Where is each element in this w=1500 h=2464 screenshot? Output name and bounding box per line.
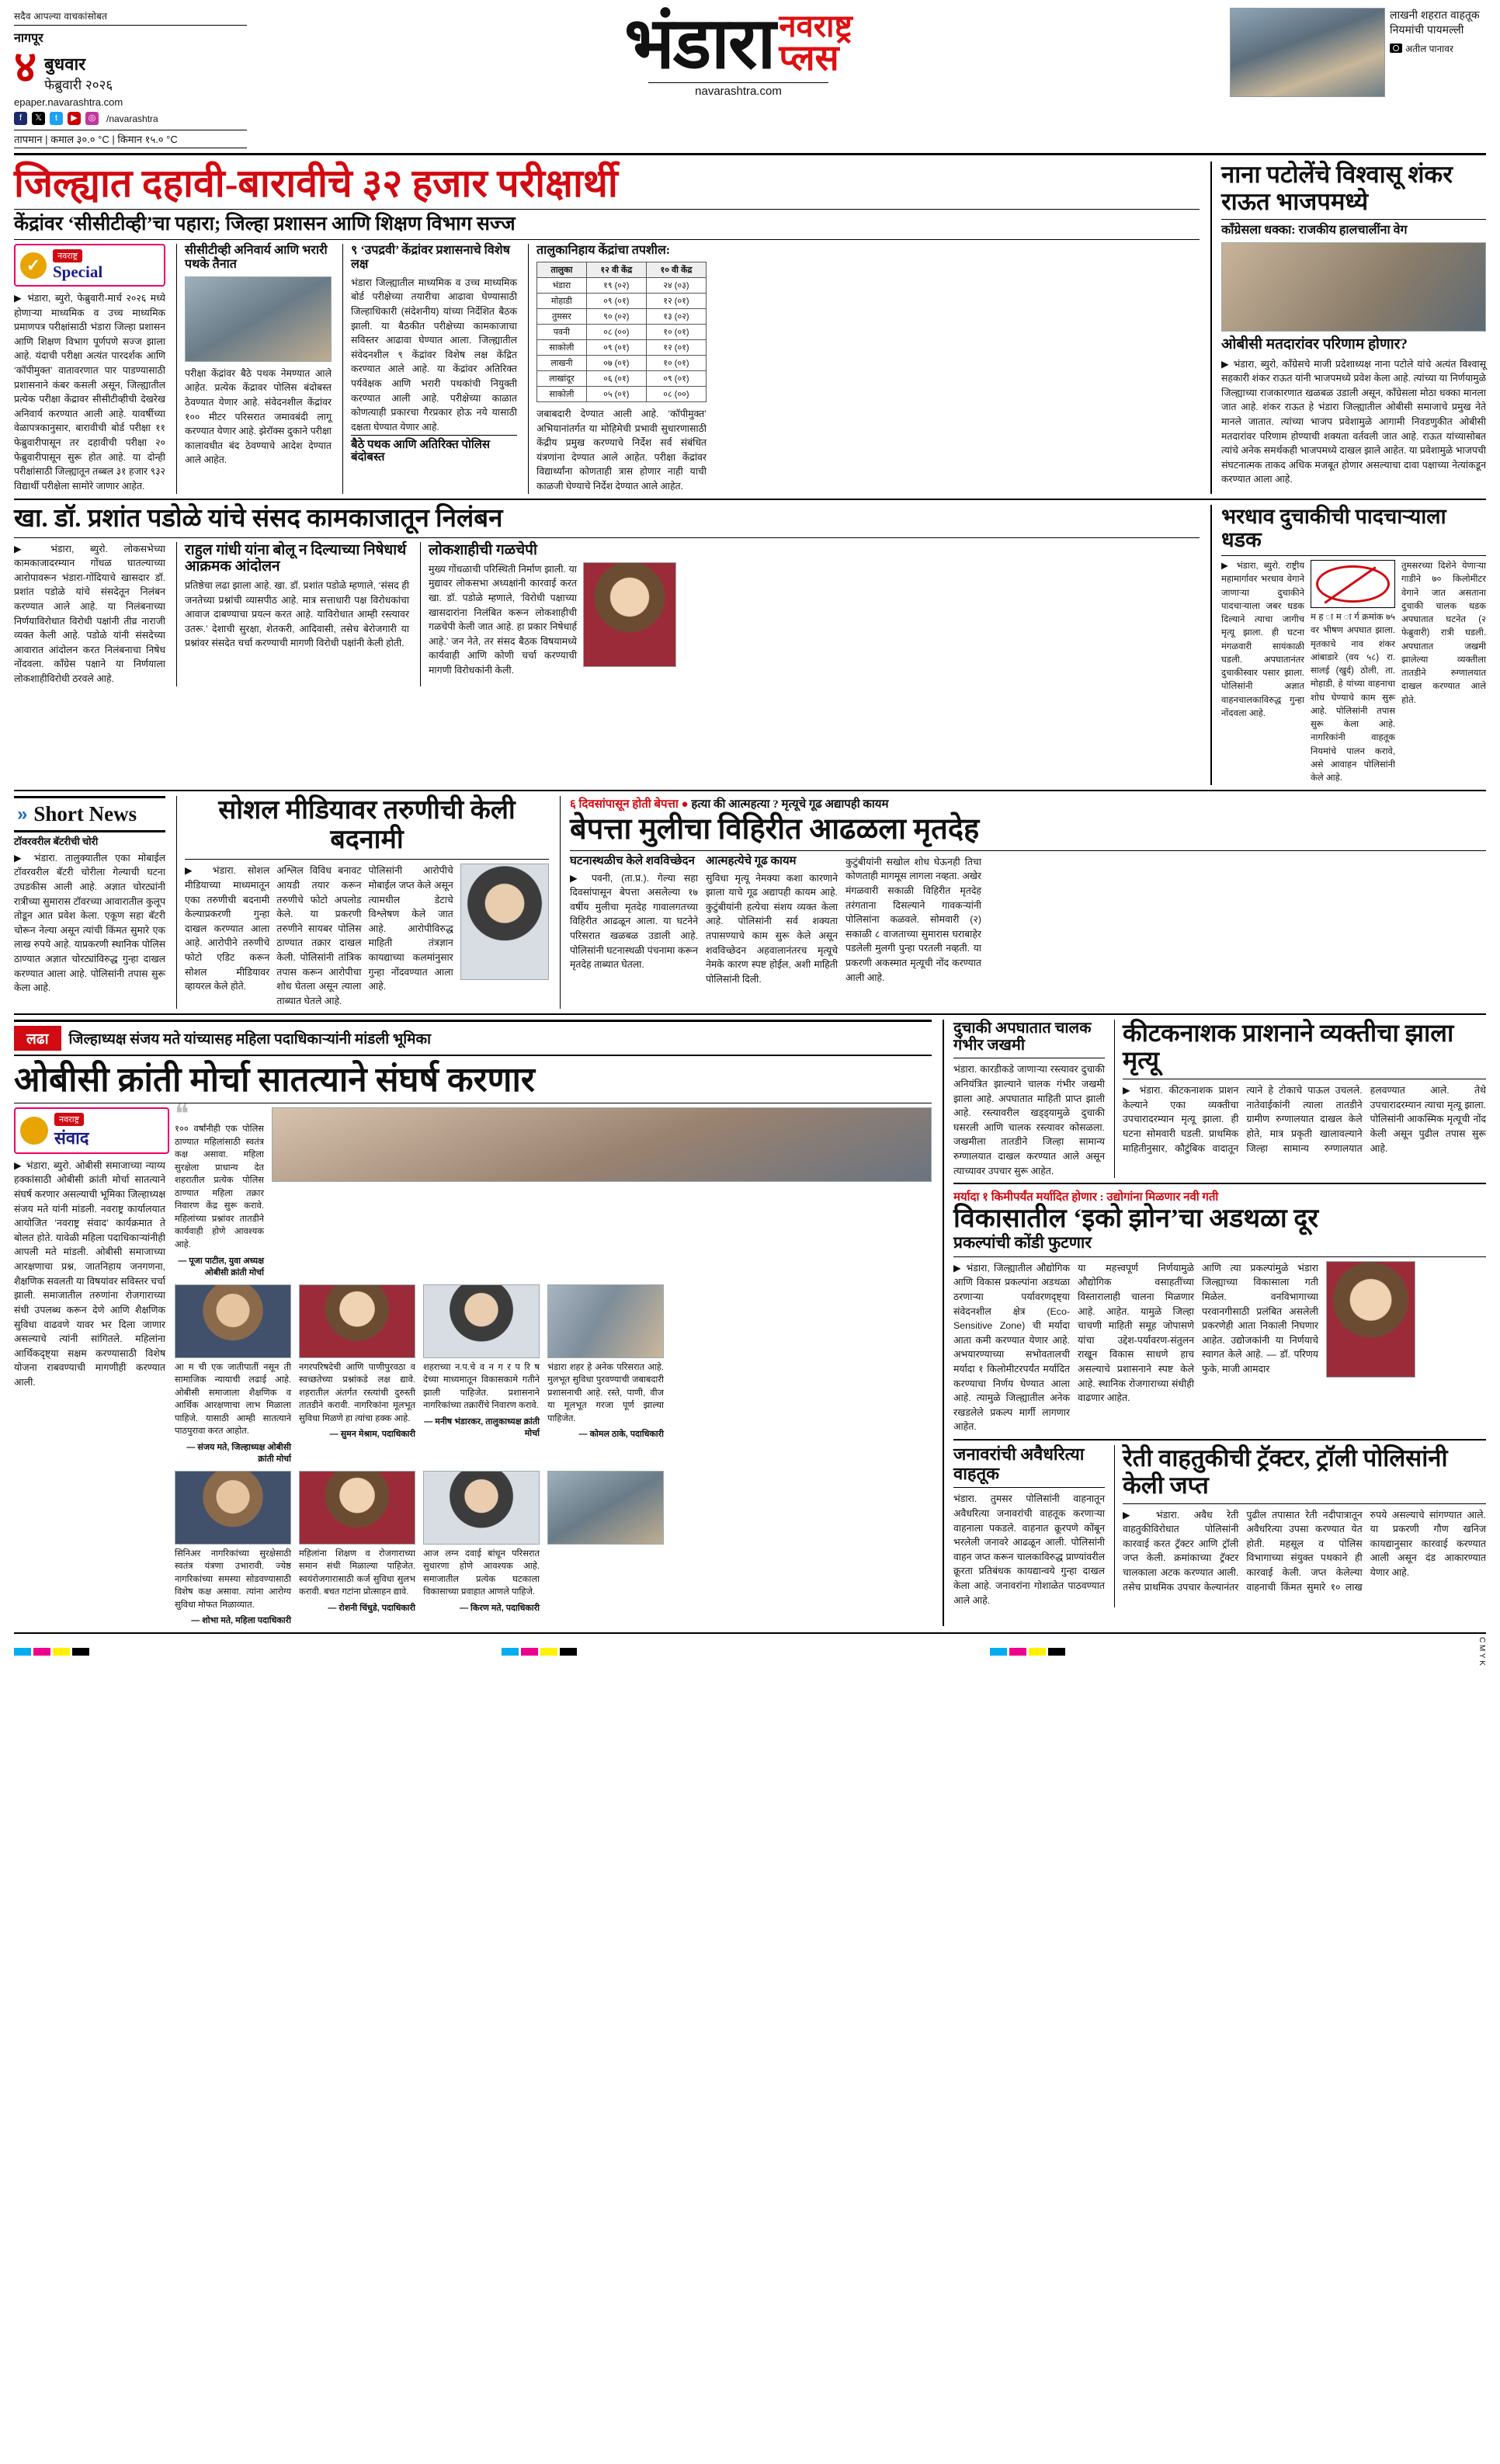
lead-col-4 [528, 244, 707, 494]
missing-girl-story [560, 796, 1486, 1008]
ecozone-col2: या महत्त्वपूर्ण निर्णयामुळे औद्योगिक वसाहतींच्या विस्तारालाही चालना मिळणार आहे. आहेत. यामुळे जिल्हा चाचणी माहिती समूह जोपासणे यांचा उद्देश-पर्यावरण-संतुलन राखून विकास साधणे हाच असल्याचे प्रशासनाने स्पष्ट केले आहे. स्थानिक रोजगाराच्या संधीही वाढणार आहेत. [1078, 1262, 1194, 1404]
masthead-photo-credit: अतील पानावर [1390, 42, 1483, 55]
table-cell: लाखनी [537, 355, 587, 370]
lead-headline: जिल्ह्यात दहावी-बारावीचे ३२ हजार परीक्षार्थी [14, 162, 618, 205]
color-swatch [1048, 1648, 1065, 1656]
social-col2: अश्लिल विविध बनावट आयडी तयार करून तरुणीचे फोटो अपलोड केले. या प्रकरणी तरुणीने सायबर पोलिस ठाण्यात तक्रार दाखल केली. पोलिसांनी तांत्रिक तपास करून आरोपीचा शोध घेतला असून त्याला ताब्यात घेतले आहे. [276, 865, 362, 1006]
obc-body: ▶ भंडारा, ब्युरो. ओबीसी समाजाच्या न्याय्य हक्कांसाठी ओबीसी क्रांती मोर्चा सातत्याने संघर्ष करणार असल्याची भूमिका जिल्हाध्यक्ष संजय मते यांनी मांडली. नवराष्ट्र कार्यालयात आयोजित ‘नवराष्ट्र संवाद’ कार्यक्रमात ते बोलत होते. यावेळी महिला पदाधिकाऱ्यांनीही आपली मते मांडली. ओबीसी समाजाच्या आरक्षणाचा प्रश्न, जातनिहाय जनगणना, शैक्षणिक सवलती या विषयांवर सविस्तर चर्चा झाली. समाजातील तरुणांना रोजगाराच्या संधी उपलब्ध करून देणे आणि शैक्षणिक सुविधा वाढवणे यावर भर दिला जाणार असल्याचे त्यांनी सांगितले. महिलांना आर्थिकदृष्ट्या सक्षम करण्यासाठी विशेष योजना राबवण्याची मागणीही करण्यात आली. [14, 1159, 165, 1388]
table-cell: ९० (०२) [586, 308, 646, 324]
obc-quote-6: भंडारा शहर हे अनेक परिसरात आहे. मुलभूत सुविधा पुरवण्याची जबाबदारी प्रशासनाची आहे. रस्ते, पाणी, वीज या मूलभूत गरजा पूर्ण झाल्या पाहिजेत. — कोमल ठाके, पदाधिकारी [547, 1284, 664, 1465]
missing-col1: घटनास्थळीच केले शवविच्छेदन ▶ पवनी, (ता.प्र.). गेल्या सहा दिवसांपासून बेपत्ता असलेल्या १७ वर्षीय मुलीचा मृतदेह गावालगतच्या विहिरीत आढळून आला. या घटनेने परिसरात खळबळ उडाली आहे. पोलिसांनी घटनास्थळी पंचनामा करून मृतदेह ताब्यात घेतला. [570, 854, 698, 971]
lead-col2-extra: परीक्षा केंद्रांवर बैठे पथक नेमण्यात आले आहेत. प्रत्येक केंद्रावर पोलिस बंदोबस्त ठेवण्यात येणार आहे. संवेदनशील केंद्रांवर १०० मीटर परिसरात जमावबंदी लागू करण्यात येणार आहे. झेरॉक्स दुकाने परीक्षा कालावधीत बंद ठेवण्याचे आदेश देण्यात आले आहेत. [185, 367, 332, 466]
ecozone-portrait [1326, 1261, 1415, 1378]
table-cell: ०६ (०१) [586, 370, 646, 386]
table-cell: ०९ (०१) [646, 370, 706, 386]
table-row [537, 370, 707, 386]
table-row [537, 355, 707, 370]
lead-col2-body: भंडारा जिल्ह्यातील माध्यमिक व उच्च माध्यमिक बोर्ड परीक्षेच्या तयारीचा आढावा घेण्यासाठी जिल्हाधिकारी (संदेशनीय) यांच्या निर्देशित बैठक झाली. या बैठकीत परीक्षेच्या कामकाजाचा सविस्तर आढावा घेण्यात आला. जिल्ह्यातील संवेदनशील ९ केंद्रांवर विशेष लक्ष केंद्रित करण्यात आले आहे. या केंद्रांवर अतिरिक्त पर्यवेक्षक आणि भरारी पथकांची नियुक्ती करण्यात आली आहे. परीक्षेच्या काळात कोणत्याही प्रकारचा गैरप्रकार होऊ नये यासाठी दक्षता घेण्यात येणार आहे. [351, 276, 517, 433]
lead-col-1 [14, 244, 165, 494]
patole-subhead2: ओबीसी मतदारांवर परिणाम होणार? [1221, 336, 1408, 353]
website-url[interactable]: navarashtra.com [648, 82, 828, 98]
obc-quote-3: महिलांना शिक्षण व रोजगाराच्या समान संधी मिळाल्या पाहिजेत. स्वयंरोजगारासाठी कर्ज सुविधा सुलभ करावी. बचत गटांना प्रोत्साहन द्यावे. — रोशनी चिंधुडे, पदाधिकारी [299, 1471, 415, 1627]
dhadak-headline: भरधाव दुचाकीची पादचाऱ्याला धडक [1221, 504, 1446, 551]
obc-col1 [14, 1107, 165, 1627]
table-cell: १२ (०१) [646, 339, 706, 355]
logo-plus: प्लस [779, 38, 839, 78]
table-cell: ०८ (००) [586, 324, 646, 339]
table-row [537, 293, 707, 308]
badge-label-big: Special [53, 262, 103, 281]
short-news-item-title: टॉवरवरील बॅटरीची चोरी [14, 836, 99, 848]
samvad-badge [14, 1107, 169, 1154]
tractor-small-body: भंडारा. कारडीकडे जाणाऱ्या रस्त्यावर दुचाकी अनियंत्रित झाल्याने चालक गंभीर जखमी झाला आहे. अपघातात माहिती प्राप्त झाली आहे. रस्त्यावरील खड्ड्यामुळे दुचाकी घसरली आणि चालक रस्त्यावर कोसळला. जखमीला तातडीने जिल्हा सामान्य रुग्णालयात दाखल करण्यात आले असून त्याच्यावर उपचार सुरू आहेत. [953, 1064, 1105, 1176]
lead-col2-title: ९ ‘उपद्रवी’ केंद्रांवर प्रशासनाचे विशेष लक्ष [351, 244, 510, 271]
padole-story [14, 505, 1200, 786]
patole-headline: नाना पटोलेंचे विश्वासू शंकर राऊत भाजपमध्ये [1221, 161, 1453, 215]
bottom-right-row [953, 1445, 1486, 1607]
social-media-story [176, 796, 549, 1008]
temperature: तापमान | कमाल ३०.० °C | किमान १५.० °C [14, 130, 247, 148]
obc-portrait-7 [423, 1471, 540, 1545]
table-cell: मोहाडी [537, 293, 587, 308]
table-row [537, 324, 707, 339]
obc-quote-filler [547, 1471, 664, 1627]
table-header-cell: १२ वी केंद्र [586, 262, 646, 277]
pesticide-body: ▶ भंडारा. कीटकनाशक प्राशन केल्याने एका व्यक्तीचा उपचारादरम्यान मृत्यू झाला. ही घटना सोमवारी घडली. प्राथमिक माहितीनुसार, कौटुंबिक वादातून त्याने हे टोकाचे पाऊल उचलले. नातेवाईकांनी त्याला तातडीने ग्रामीण रुग्णालयात दाखल केले होते, मात्र प्रकृती खालावल्याने जिल्हा सामान्य रुग्णालयात हलवण्यात आले. तेथे उपचारादरम्यान त्याचा मृत्यू झाला. पोलिसांनी आकस्मिक मृत्यूची नोंद केली असून पुढील तपास सुरू आहे. [1123, 1085, 1486, 1154]
obc-quote-1: सिनिअर नागरिकांच्या सुरक्षेसाठी स्वतंत्र यंत्रणा उभारावी. ज्येष्ठ नागरिकांच्या समस्या सोडवण्यासाठी विशेष कक्ष असावा. त्यांना आरोग्य सुविधा मोफत मिळाव्यात. — शोभा मते, महिला पदाधिकारी [175, 1471, 291, 1627]
table-row [537, 386, 707, 401]
ecozone-kicker: मर्यादा १ किमीपर्यंत मर्यादित होणार : उद्योगांना मिळणार नवी गती [953, 1191, 1219, 1204]
ladha-text: जिल्हाध्यक्ष संजय मते यांच्यासह महिला पदाधिकाऱ्यांनी मांडली भूमिका [68, 1030, 432, 1048]
social-col3: पोलिसांनी आरोपीचे मोबाईल जप्त केले असून त्यामधील डेटाचे विश्लेषण केले जात आहे. आरोपीविरुद्ध माहिती तंत्रज्ञान कायद्याच्या कलमांनुसार गुन्हा नोंदवण्यात आला आहे. [368, 865, 453, 992]
ladha-tag: लढा [14, 1026, 61, 1051]
missing-kicker: ६ दिवसांपासून होती बेपत्ता ● हत्या की आत्महत्या ? मृत्यूचे गूढ अद्यापही कायम [570, 798, 889, 811]
padole-headline: खा. डॉ. प्रशांत पडोळे यांचे संसद कामकाजातून निलंबन [14, 504, 503, 533]
patole-sub: काँग्रेसला धक्का: राजकीय हालचालींना वेग [1221, 224, 1408, 238]
color-swatch [990, 1648, 1007, 1656]
colorbar-center [502, 1648, 577, 1656]
padole-col3-title: लोकशाहीची गळचेपी [429, 541, 537, 558]
padole-portrait [583, 562, 676, 667]
taluka-table [536, 262, 707, 402]
cattle-story [953, 1445, 1105, 1607]
table-row [537, 308, 707, 324]
table-cell: ०७ (०१) [586, 355, 646, 370]
sand-story [1114, 1445, 1486, 1607]
ecozone-headline: विकासातील ‘इको झोन’चा अडथळा दूर [953, 1204, 1319, 1234]
short-news-item-body: ▶ भंडारा. तालुक्यातील एका मोबाईल टॉवरवरील बॅटरी चोरीला गेल्याची घटना उघडकीस आली आहे. अज्ञात चोरट्यांनी रात्रीच्या सुमारास टॉवरच्या आवारातील कुलूप तोडून आत प्रवेश केला. एकूण सहा बॅटरी चोरून नेल्या असून त्यांची किंमत सुमारे एक लाख रुपये आहे. याप्रकरणी स्थानिक पोलिस ठाण्यात अज्ञात चोरट्यांविरुद्ध गुन्हा दाखल करण्यात आला आहे. पोलिसांनी तपास सुरू केला आहे. [14, 852, 165, 994]
lead-col2-subtitle: बैठे पथक आणि अतिरिक्त पोलिस बंदोबस्त [351, 435, 517, 465]
epaper-url[interactable]: epaper.navarashtra.com [14, 96, 123, 108]
obc-portrait-3 [299, 1471, 415, 1545]
lead-col3-body: जबाबदारी देण्यात आली आहे. ‘कॉपीमुक्त’ अभियानांतर्गत या मोहिमेची प्रभावी सुधारणासाठी केंद्रीय प्रमुख करण्याचे निर्देश सर्व संबंधित यंत्रणांना देण्यात आले आहेत. परीक्षा केंद्रांवर विद्यार्थ्यांना कोणताही त्रास होणार नाही याची काळजी घेण्याचे निर्देश देण्यात आले आहेत. [536, 408, 707, 492]
padole-col2-body: प्रतिष्ठेचा लढा झाला आहे. खा. डॉ. प्रशांत पडोळे म्हणाले, ‘संसद ही जनतेच्या प्रश्नांची व्यासपीठ आहे. मात्र सत्ताधारी पक्ष विरोधकांचा आवाज दाबण्याचा प्रयत्न करत आहे. याविरोधात आम्ही रस्त्यावर उतरू.’ देशाची सुरक्षा, शेतकरी, आदिवासी, तसेच बेरोजगारी या प्रश्नांवर संसदेत चर्चा करण्याची मागणी विरोधी पक्षांनी केली होती. [185, 580, 409, 649]
padole-col3-body: मुख्य गोंधळाची परिस्थिती निर्माण झाली. या मुद्यावर लोकसभा अध्यक्षांनी कारवाई करत खा. डॉ. पडोळे म्हणाले, ‘विरोधी पक्षाच्या खासदारांना निलंबित करून लोकशाहीची गळचेपी केली जात आहे. हा प्रकार निषेधार्ह आहे.’ जन नेते, तर संसद बैठक विषयामध्ये कार्यवाही आणि कोणी चर्चा करण्याची मागणी विरोधकांनी केली. [429, 563, 577, 676]
masthead-day-number: ४ [14, 42, 37, 91]
sand-headline: रेती वाहतुकीची ट्रॅक्टर, ट्रॉली पोलिसांनी केली जप्त [1123, 1444, 1448, 1499]
logo-title: भंडारा [624, 4, 775, 83]
table-header-cell: तालुका [537, 262, 587, 277]
padole-col3 [420, 542, 676, 686]
sand-body: ▶ भंडारा. अवैध रेती वाहतुकीविरोधात पोलिसांनी कारवाई करत ट्रॅक्टर आणि ट्रॉली जप्त केली. क्रमांकाच्या ट्रॅक्टर चालकाला अटक करण्यात आली. तसेच प्राथमिक उपचार केल्यानंतर पुढील तपासात रेती नदीपात्रातून अवैधरित्या उपसा करण्यात येत होती. महसूल व पोलिस विभागाच्या संयुक्त पथकाने ही कारवाई केली. जप्त केलेल्या वाहनाची किंमत सुमारे १० लाख रुपये असल्याचे सांगण्यात आले. या प्रकरणी गौण खनिज कायद्यानुसार कारवाई करण्यात आली असून दंड आकारण्यात येणार आहे. [1123, 1509, 1486, 1593]
missing-headline: बेपत्ता मुलीचा विहिरीत आढळला मृतदेह [570, 813, 980, 846]
masthead-day-name: बुधवार [44, 54, 86, 74]
table-cell: भंडारा [537, 277, 587, 293]
table-cell: ०८ (००) [646, 386, 706, 401]
patole-photo [1221, 242, 1486, 332]
dhadak-col3: तुमसरच्या दिशेने येणाऱ्या गाडीने ७० किलोमीटर वेगाने जात असताना दुचाकी चालक धडक अपघातात घटनेत (२ फेब्रुवारी) रात्री घडली. अपघातात जखमी झालेल्या व्यक्तीला तातडीने रुग्णालयात दाखल करण्यात आले होते. [1401, 561, 1487, 705]
pesticide-row [953, 1020, 1486, 1179]
masthead-photo [1230, 8, 1385, 97]
obc-quote-7: आज लग्न दवाई बांधून परिसरात सुधारणा होणे आवश्यक आहे. समाजातील प्रत्येक घटकाला विकासाच्या प्रवाहात आणले पाहिजे. — किरण मते, पदाधिकारी [423, 1471, 540, 1627]
badge-label-small: नवराष्ट्र [53, 249, 82, 262]
samvad-small: नवराष्ट्र [54, 1113, 84, 1126]
padole-col2-title: राहुल गांधी यांना बोलू न दिल्याच्या निषेधार्थ आक्रमक आंदोलन [185, 541, 407, 575]
padole-col1: ▶ भंडारा, ब्युरो. लोकसभेच्या कामकाजादरम्यान गोंधळ घातल्याच्या आरोपावरून भंडारा-गोंदियाचे खासदार डॉ. प्रशांत पडोळे यांचे संसदेतून निलंबन करण्यात आले आहे. या निलंबनाच्या निर्णयाविरोधात विरोधी पक्षांनी तीव्र नाराजी व्यक्त केली आहे. पडोळे यांनी संसदेच्या आवारात आंदोलन करत निलंबनाचा निषेध नोंदवला. काँग्रेस पक्षाने या निर्णयाला लोकशाहीविरोधी ठरवले आहे. [14, 543, 165, 684]
table-cell: ०९ (०१) [586, 339, 646, 355]
table-cell: लाखांदूर [537, 370, 587, 386]
table-header-cell: १० वी केंद्र [646, 262, 706, 277]
obc-portrait-5 [423, 1284, 540, 1358]
special-badge [14, 244, 165, 287]
patole-body: ▶ भंडारा, ब्युरो, काँग्रेसचे माजी प्रदेशाध्यक्ष नाना पटोले यांचे अत्यंत विश्वासू सहकारी शंकर राऊत यांनी भाजपमध्ये प्रवेश केला आहे. त्यांच्या या निर्णयामुळे जिल्ह्याच्या राजकारणात खळबळ उडाली असून, काँग्रेसला मोठा धक्का मानला जात आहे. शंकर राऊत हे भंडारा जिल्ह्यातील ओबीसी समाजाचे प्रमुख नेते मानले जातात. त्यांच्या भाजप प्रवेशामुळे आगामी निवडणुकीत ओबीसी मतदारांवर परिणाम होण्याची शक्यता वर्तवली जात आहे. राऊत यांच्यासोबत त्यांचे अनेक समर्थकही भाजपमध्ये दाखल झाले आहेत. या प्रवेशामुळे भाजपची संघटनात्मक ताकद अधिक मजबूत होणार असल्याचा दावा पक्षाच्या नेत्यांकडून करण्यात आला आहे. [1221, 358, 1486, 485]
ecozone-col1: ▶ भंडारा, जिल्ह्यातील औद्योगिक आणि विकास प्रकल्पांना अडथळा ठरणाऱ्या पर्यावरणदृष्ट्या संवेदनशील क्षेत्र (Eco-Sensitive Zone) ची मर्यादा आता कमी करण्यात येणार आहे. अभयारण्याच्या सभोवतालची मर्यादा १ किलोमीटरपर्यंत मर्यादित करण्याचा निर्णय घेण्यात आला आहे. त्यामुळे जिल्ह्यातील अनेक रखडलेले प्रकल्प मार्गी लागणार आहेत. [953, 1262, 1070, 1433]
quote-mark-icon: ❝ [175, 1100, 189, 1129]
lead-story [14, 162, 1200, 494]
obc-quote-4: नगरपरिषदेची आणि पाणीपुरवठा व स्वच्छतेच्या प्रश्नांकडे लक्ष द्यावे. शहरातील अंतर्गत रस्त्यांची दुरुस्ती तातडीने करावी. नागरिकांना मूलभूत सुविधा मिळणे हा त्यांचा हक्क आहे. — सुमन मेश्राम, पदाधिकारी [299, 1284, 415, 1465]
color-swatch [502, 1648, 519, 1656]
tractor-small-headline: दुचाकी अपघातात चालक गंभीर जखमी [953, 1019, 1092, 1054]
color-swatch [521, 1648, 538, 1656]
right-stack [943, 1020, 1486, 1627]
table-cell: पवनी [537, 324, 587, 339]
ladha-banner [14, 1020, 932, 1056]
table-cell: ०५ (०१) [586, 386, 646, 401]
color-swatch [1009, 1648, 1026, 1656]
camera-icon [1390, 43, 1402, 53]
obc-portrait-4 [299, 1284, 415, 1358]
pesticide-story [1114, 1020, 1486, 1179]
obc-quote-0: ❝ १०० वर्षांनीही एक पोलिस ठाण्यात महिलांसाठी स्वतंत्र कक्ष असावा. महिला सुरक्षेला प्राधान्य देत शहरातील प्रत्येक पोलिस ठाण्यात महिला तक्रार निवारण केंद्र सुरू करावे. महिलांच्या प्रश्नांवर तातडीने कार्यवाही होणे आवश्यक आहे. — पूजा पाटील, युवा अध्यक्ष ओबीसी क्रांती मोर्चा [175, 1100, 264, 1277]
ecozone-col3: आणि त्या प्रकल्पांमुळे भंडारा जिल्ह्याच्या विकासाला गती मिळेल. वनविभागाच्या परवानगीसाठी प्रलंबित असलेली प्रकरणेही आता निकाली निघणार आहेत. उद्योजकांनी या निर्णयाचे स्वागत केले आहे. — डॉ. परिणय फुके, माजी आमदार [1202, 1262, 1318, 1375]
obc-quote-5: शहराच्या न.प.चे व न ग र प रि ष देच्या माध्यमातून विकासकामे गतीने झाली पाहिजेत. प्रशासनाने नागरिकांच्या तक्रारींचे निवारण करावे. — मनीष भंडारकर, तालुकाध्यक्ष क्रांती मोर्चा [423, 1284, 540, 1465]
masthead-left [14, 8, 247, 148]
color-swatch [72, 1648, 89, 1656]
obc-quote-2: आ म ची एक जातीपातीं नसून ती सामाजिक न्यायाची लढाई आहे. ओबीसी समाजाला शैक्षणिक व आर्थिक आरक्षणाचा लाभ मिळाला पाहिजे. यासाठी आम्ही सातत्याने पाठपुरावा करत आहोत. — संजय मते, जिल्हाध्यक्ष ओबीसी क्रांती मोर्चा [175, 1284, 291, 1465]
lead-col1-title: सीसीटीव्ही अनिवार्य आणि भरारी पथके तैनात [185, 244, 328, 271]
social-links[interactable] [14, 112, 247, 125]
samvad-big: संवाद [54, 1128, 89, 1148]
table-cell: साकोली [537, 386, 587, 401]
masthead-date: फेब्रुवारी २०२६ [44, 78, 113, 92]
ecozone-subhead: प्रकल्पांची कोंडी फुटणार [953, 1233, 1092, 1253]
handshake-icon [20, 1117, 48, 1145]
check-badge-icon: ✓ [20, 252, 47, 279]
lead-subhead: केंद्रांवर ‘सीसीटीव्ही’चा पहारा; जिल्हा प्रशासन आणि शिक्षण विभाग सज्ज [14, 214, 516, 235]
lead-col3-title: तालुकानिहाय केंद्रांचा तपशील: [536, 244, 671, 257]
social-headline: सोशल मीडियावर तरुणीची केली बदनामी [218, 796, 516, 855]
table-cell: १० (०१) [646, 324, 706, 339]
second-row [14, 505, 1486, 786]
patole-story [1210, 162, 1486, 494]
social-photo [460, 864, 549, 980]
color-swatch [33, 1648, 50, 1656]
masthead-right [1230, 8, 1486, 97]
cattle-body: भंडारा. तुमसर पोलिसांनी वाहनातून अवैधरित्या जनावरांची वाहतूक करणाऱ्या वाहनाला पकडले. वाहनात क्रूरपणे कोंबून भरलेली जनावरे आढळून आली. पोलिसांनी वाहन जप्त करून चालकाविरुद्ध प्राण्यांवरील क्रूरता प्रतिबंधक कायद्यान्वये गुन्हा दाखल केला आहे. जनावरांना गोशाळेत पाठवण्यात आले आहे. [953, 1493, 1105, 1606]
fourth-row [14, 1020, 1486, 1627]
social-col1: ▶ भंडारा. सोशल मीडियाच्या माध्यमातून एका तरुणीची बदनामी केल्याप्रकरणी गुन्हा दाखल करण्यात आला आहे. आरोपीने तरुणीचे फोटो एडिट करून सोशल मीडियावर व्हायरल केले होते. [185, 865, 270, 992]
missing-col2: आत्महत्येचे गूढ कायम सुविधा मृत्यू नेमक्या कशा कारणाने झाला याचे गूढ अद्यापही कायम आहे. कुटुंबीयांनी हत्येचा संशय व्यक्त केला आहे. पोलिसांनी सर्व शक्यता तपासण्याचे काम सुरू केले असून शवविच्छेदन अहवालानंतरच मृत्यूचे नेमके कारण स्पष्ट होईल, अशी माहिती पोलिसांनी दिली. [706, 854, 838, 985]
short-news-title: Short News [33, 802, 137, 826]
arrow-right-icon: » [17, 803, 28, 825]
x-icon[interactable]: 𝕏 [32, 112, 45, 125]
obc-group-photo [272, 1107, 932, 1182]
no-bike-icon [1311, 560, 1395, 608]
table-row [537, 277, 707, 293]
color-swatch [53, 1648, 70, 1656]
short-news-header [14, 796, 165, 832]
masthead-logo [247, 4, 1230, 99]
table-cell: २४ (०३) [646, 277, 706, 293]
table-cell: १३ (०२) [646, 308, 706, 324]
table-cell: ०९ (०१) [586, 293, 646, 308]
obc-right [175, 1100, 932, 1627]
missing-col3: कुटुंबीयांनी सखोल शोध घेऊनही तिचा कोणताही मागमूस लागला नव्हता. अखेर मंगळवारी सकाळी विहिरीत मृतदेह तरंगताना दिसल्याने गावकऱ्यांनी पोलिसांना कळवले. सोमवारी (२) सकाळी ८ वाजताच्या सुमारास घराबाहेर पडलेली मुलगी पुन्हा परतली नव्हती. या प्रकरणी अकस्मात मृत्यूची नोंद करण्यात आली आहे. [845, 856, 981, 983]
instagram-icon[interactable]: ◎ [85, 112, 99, 125]
masthead [14, 4, 1486, 155]
tractor-small-story [953, 1020, 1105, 1179]
lead-col1-body: ▶ भंडारा, ब्युरो, फेब्रुवारी-मार्च २०२६ मध्ये होणाऱ्या माध्यमिक व उच्च माध्यमिक प्रमाणपत्र परीक्षांसाठी भंडारा जिल्हा प्रशासन आणि शिक्षण विभाग पूर्णपणे सज्ज झाला आहे. यंदाची परीक्षा अत्यंत पारदर्शक आणि ‘कॉपीमुक्त’ वातावरणात पार पाडण्यासाठी प्रशासनाने कंबर कसली असून, जिल्ह्यातील प्रत्येक परीक्षा केंद्रावर सीसीटीव्हीची देखरेख अनिवार्य करण्यात आली आहे. यावर्षीच्या वेळापत्रकानुसार, बारावीची बोर्ड परीक्षा ११ फेब्रुवारीपासून तर दहावीची परीक्षा २० फेब्रुवारीपासून सुरू होत आहे. या दोन्ही परीक्षांसाठी जिल्ह्यातून तब्बल ३१ हजार ९३२ विद्यार्थी परीक्षेला सामोरे जाणार आहेत. [14, 293, 165, 492]
table-cell: १९ (०२) [586, 277, 646, 293]
color-registration-bar [14, 1632, 1486, 1673]
ecozone-story [953, 1189, 1486, 1434]
obc-portrait-6 [547, 1284, 664, 1358]
youtube-icon[interactable]: ▶ [68, 112, 81, 125]
logo-navarashtra: नवराष्ट्र [779, 9, 852, 44]
facebook-icon[interactable]: f [14, 112, 27, 125]
dhadak-col1: ▶ भंडारा, ब्युरो. राष्ट्रीय महामार्गावर भरधाव वेगाने जाणाऱ्या दुचाकीने पादचाऱ्याला जबर धडक दिल्याने त्याचा जागीच मृत्यू झाला. ही घटना मंगळवारी सायंकाळी घडली. अपघातानंतर दुचाकीस्वार पसार झाला. पोलिसांनी अज्ञात वाहनचालकाविरुद्ध गुन्हा नोंदवला आहे. [1221, 561, 1305, 718]
obc-headline: ओबीसी क्रांती मोर्चा सातत्याने संघर्ष करणार [14, 1060, 535, 1099]
lead-row [14, 162, 1486, 494]
obc-block [14, 1020, 932, 1627]
lead-col-2 [176, 244, 332, 494]
pesticide-headline: कीटकनाशक प्राशनाने व्यक्तीचा झाला मृत्यू [1123, 1018, 1454, 1075]
cattle-headline: जनावरांची अवैधरित्या वाहतूक [953, 1444, 1085, 1483]
obc-portrait-2 [175, 1284, 291, 1358]
obc-portrait-1 [175, 1471, 291, 1545]
table-cell: १२ (०१) [646, 293, 706, 308]
masthead-tagline: सदैव आपल्या वाचकांसोबत [14, 9, 247, 26]
color-swatch [560, 1648, 577, 1656]
cmyk-label: C M Y K [1477, 1637, 1486, 1666]
masthead-photo-caption: लाखनी शहरात वाहतूक नियमांची पायमल्ली [1390, 9, 1480, 36]
color-swatch [1029, 1648, 1046, 1656]
social-handle: /navarashtra [106, 113, 158, 124]
twitter-icon[interactable]: t [50, 112, 63, 125]
padole-col2 [176, 542, 409, 686]
colorbar-left [14, 1648, 89, 1656]
table-cell: साकोली [537, 339, 587, 355]
dhadak-col2: म ह ा म ा र्ग क्रमांक ७५ वर भीषण अपघात झाला. मृतकाचे नाव शंकर आंबाडारे (वय ५८) रा. सालई (खुर्द) ठोली, ता. मोहाडी, हे यांच्या वाहनाचा शोध घेण्याचे काम सुरू आहे. पोलिसांनी तपास सुरू केला आहे. नागरिकांनी वाहतूक नियमांचे पालन करावे, असे आवाहन पोलिसांनी केले आहे. [1311, 560, 1395, 785]
dhadak-story [1210, 505, 1486, 786]
color-swatch [540, 1648, 557, 1656]
classroom-photo [185, 276, 332, 362]
short-news-block [14, 796, 165, 1008]
color-swatch [14, 1648, 31, 1656]
table-row [537, 339, 707, 355]
table-cell: तुमसर [537, 308, 587, 324]
masthead-city: नागपूर [14, 32, 43, 45]
colorbar-right [990, 1648, 1065, 1656]
table-cell: १० (०१) [646, 355, 706, 370]
obc-portrait-8 [547, 1471, 664, 1545]
third-row [14, 796, 1486, 1008]
lead-col-3 [342, 244, 517, 494]
